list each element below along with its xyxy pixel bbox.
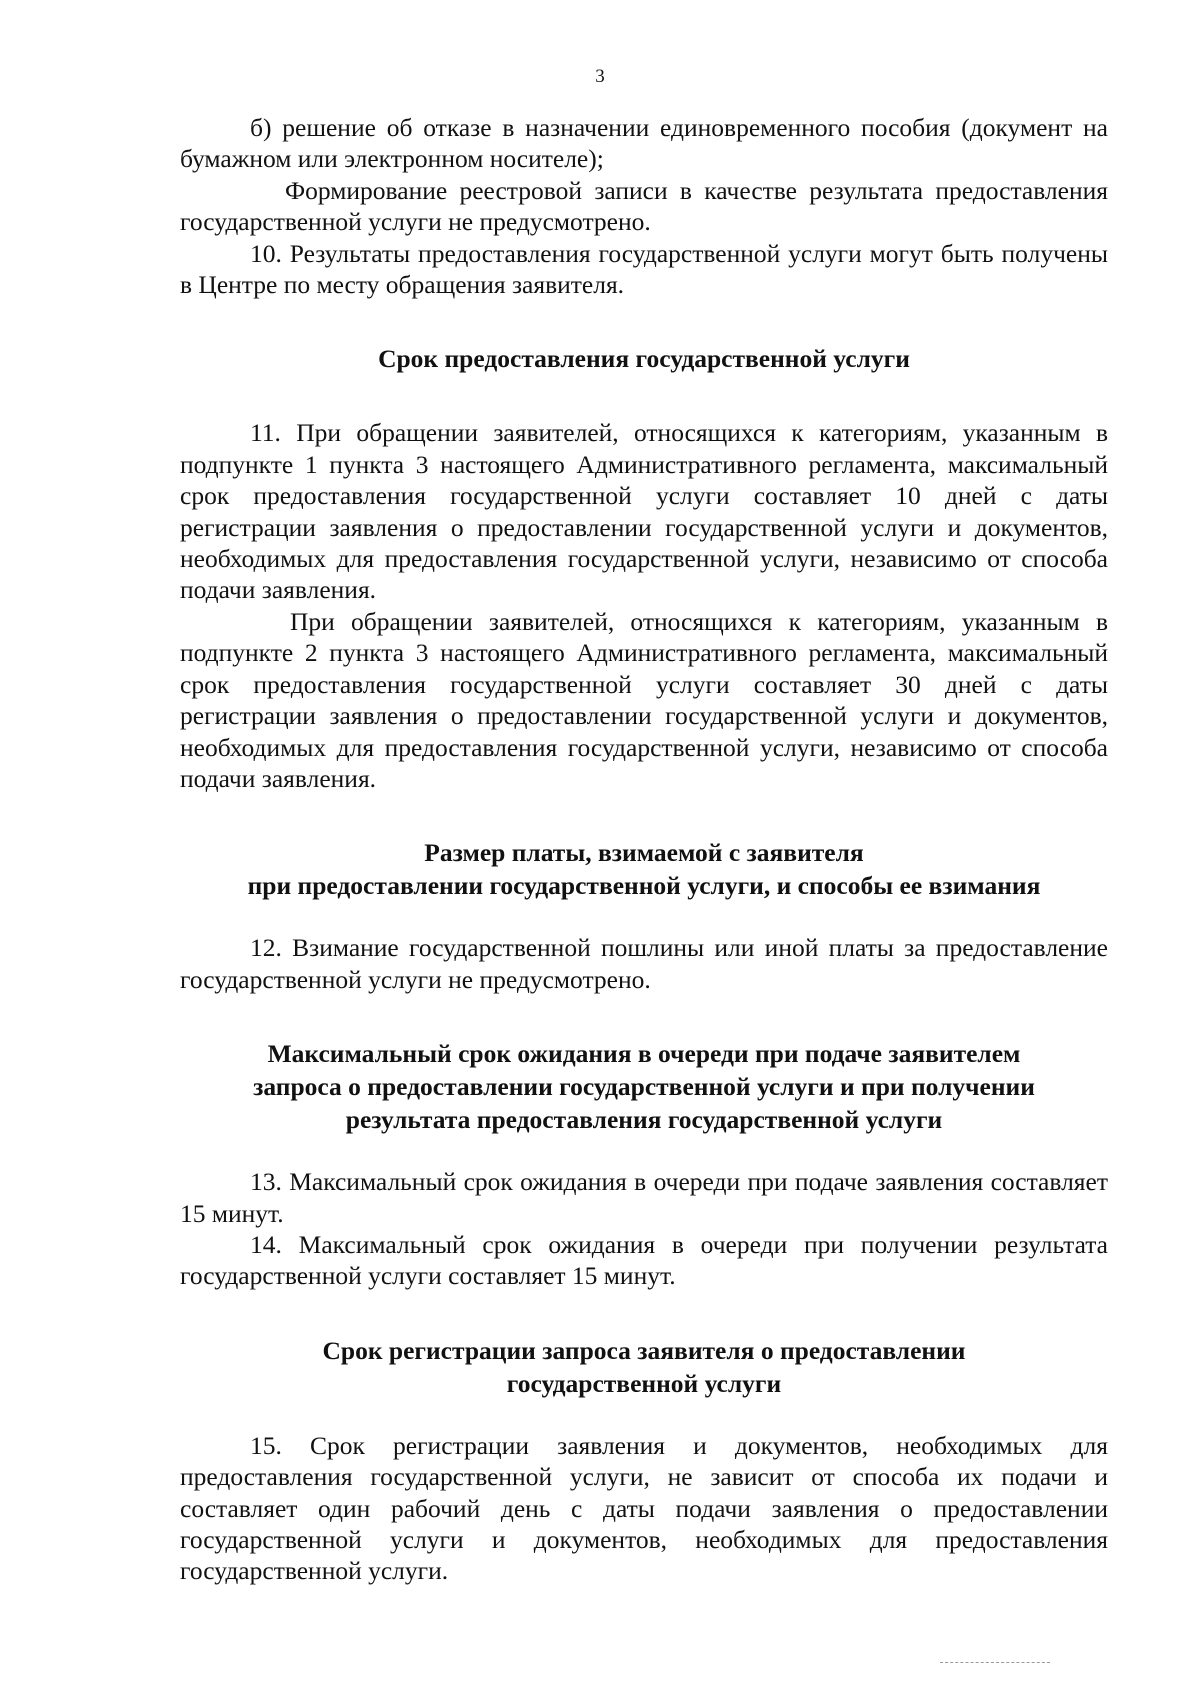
heading-service-term: Срок предоставления государственной услуги (378, 344, 910, 374)
heading-queue-line-3: результата предоставления государственной услуги (345, 1105, 943, 1135)
paragraph-15: 15. Срок регистрации заявления и документов, необходимых для предоставления государственной услуги, не зависит от способа их подачи и составляет один рабочий день с даты подачи заявления о предоставлении государственной услуги и документов, необходимых для предоставления государственной услуги. (180, 1430, 1108, 1586)
paragraph-13: 13. Максимальный срок ожидания в очереди при подаче заявления составляет 15 минут. (180, 1167, 1108, 1228)
heading-fee (180, 836, 1108, 902)
paragraph-registry-record: Формирование реестровой записи в качестве результата предоставления государственной услуги не предусмотрено. (180, 175, 1108, 237)
page-number: 3 (595, 66, 605, 87)
paragraph-10: 10. Результаты предоставления государственной услуги могут быть получены в Центре по месту обращения заявителя. (180, 238, 1108, 300)
heading-queue-time (180, 1037, 1108, 1136)
paragraph-11: 11. При обращении заявителей, относящихся к категориям, указанным в подпункте 1 пункта 3 настоящего Административного регламента, максимальный срок предоставления государственной услуги составляет 10 дней с даты регистрации заявления о предоставлении государственной услуги и документов, необходимых для предоставления государственной услуги, независимо от способа подачи заявления. (180, 418, 1108, 605)
heading-fee-line-1: Размер платы, взимаемой с заявителя (424, 838, 864, 868)
paragraph-14: 14. Максимальный срок ожидания в очереди при получении результата государственной услуги составляет 15 минут. (180, 1229, 1108, 1291)
heading-registration-line-1: Срок регистрации запроса заявителя о предоставлении (322, 1335, 966, 1365)
scan-artifact-line (940, 1662, 1050, 1663)
document-body (180, 112, 1108, 1587)
paragraph-12: 12. Взимание государственной пошлины или иной платы за предоставление государственной услуги не предусмотрено. (180, 933, 1108, 994)
heading-fee-line-2: при предоставлении государственной услуги, и способы ее взимания (247, 871, 1041, 901)
paragraph-11-second: При обращении заявителей, относящихся к категориям, указанным в подпункте 2 пункта 3 настоящего Административного регламента, максимальный срок предоставления государственной услуги составляет 30 дней с даты регистрации заявления о предоставлении государственной услуги и документов, необходимых для предоставления государственной услуги, независимо от способа подачи заявления. (180, 606, 1108, 793)
heading-queue-line-2: запроса о предоставлении государственной услуги и при получении (253, 1072, 1035, 1102)
paragraph-9b: б) решение об отказе в назначении единовременного пособия (документ на бумажном или электронном носителе); (180, 113, 1108, 174)
heading-registration-line-2: государственной услуги (506, 1368, 782, 1398)
heading-queue-line-1: Максимальный срок ожидания в очереди при подаче заявителем (267, 1039, 1021, 1069)
heading-registration-term (180, 1334, 1108, 1400)
